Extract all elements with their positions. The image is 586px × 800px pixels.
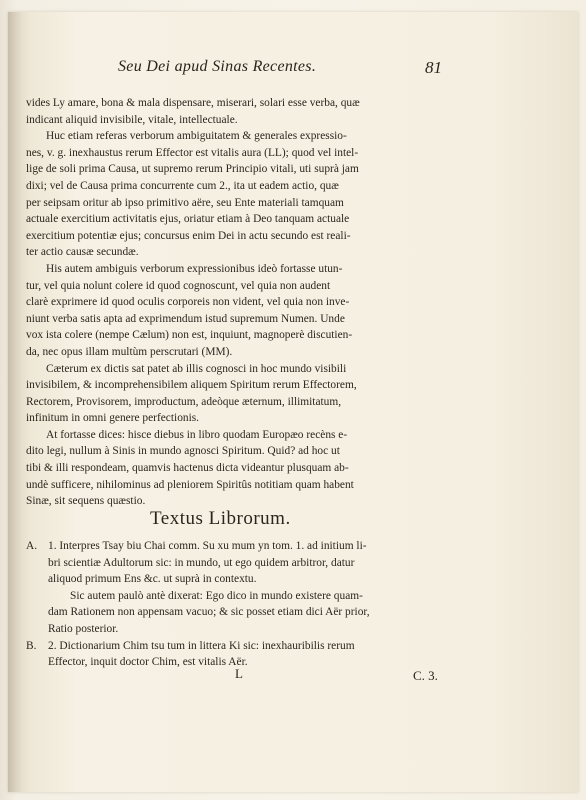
source-text: Ratio posterior. xyxy=(48,622,119,635)
text-line: niunt verba satis apta ad exprimendum istud supremum Numen. Unde xyxy=(26,312,345,325)
text-line: Rectorem, Provisorem, improductum, adeòque æternum, illimitatum, xyxy=(26,395,342,408)
source-text: 2. Dictionarium Chim tsu tum in littera Ki sic: inexhauribilis rerum xyxy=(48,639,355,652)
text-line: invisibilem, & incomprehensibilem aliquem Spiritum rerum Effectorem, xyxy=(26,379,357,392)
text-line: tur, vel quia nolunt colere id quod cognoscunt, vel quia non audent xyxy=(26,279,331,292)
section-title: Textus Librorum. xyxy=(150,508,291,529)
text-line: vides Ly amare, bona & mala dispensare, miserari, solari esse verba, quæ xyxy=(26,97,360,109)
source-text: Sic autem paulò antè dixerat: Ego dico in mundo existere quam- xyxy=(70,589,363,602)
text-line: infinitum in omni genere perfectionis. xyxy=(26,412,200,425)
text-line: da, nec opus illam multùm perscrutari (MM). xyxy=(26,345,233,358)
text-line: nes, v. g. inexhaustus rerum Effector est vitalis aura (LL); quod vel intel- xyxy=(26,146,359,159)
source-marker: A. xyxy=(26,540,38,552)
source-text: 1. Interpres Tsay biu Chai comm. Su xu mum yn tom. 1. ad initium li- xyxy=(48,540,367,552)
text-line: His autem ambiguis verborum expressionibus ideò fortasse utun- xyxy=(46,262,343,275)
text-line: ter actio causæ secundæ. xyxy=(26,246,139,259)
source-line xyxy=(26,555,456,572)
source-line xyxy=(26,638,456,655)
body-text xyxy=(26,95,456,510)
running-head: Seu Dei apud Sinas Recentes. xyxy=(118,58,317,75)
text-line: vox ista colere (nempe Cælum) non est, inquiunt, magnoperè discutien- xyxy=(26,329,353,342)
text-line: actuale exercitium activitatis ejus, oriatur etiam à Deo tanquam actuale xyxy=(26,213,350,226)
text-line: tibi & illi respondeam, quamvis hactenus dicta videantur plusquam ab- xyxy=(26,462,349,475)
text-line: dixi; vel de Causa prima concurrente cum 2., ita ut eadem actio, quæ xyxy=(26,179,339,192)
text-line: Sinæ, sit sequens quæstio. xyxy=(26,495,146,508)
source-text: aliquod primum Ens &c. ut suprà in contextu. xyxy=(48,573,257,586)
source-line xyxy=(26,621,456,638)
source-text: Effector, inquit doctor Chim, est vitalis Aër. xyxy=(48,656,248,669)
text-line: per seipsam oritur ab ipso primitivo aëre, seu Ente materiali tamquam xyxy=(26,196,344,209)
text-line: undè sufficere, nihilominus ad pleniorem Spiritûs notitiam quam habent xyxy=(26,478,354,491)
text-line: exercitium potentiæ ejus; concursus enim Dei in actu secundo est reali- xyxy=(26,229,351,242)
text-line: lige de soli prima Causa, ut supremo rerum Principio vitali, uti suprà jam xyxy=(26,163,359,176)
page-gutter xyxy=(8,12,22,792)
source-line xyxy=(26,588,456,605)
source-line xyxy=(26,538,456,555)
text-line: Cæterum ex dictis sat patet ab illis cognosci in hoc mundo visibili xyxy=(46,362,347,375)
text-line: indicant aliquid invisibile, vitale, intellectuale. xyxy=(26,113,238,126)
source-marker: B. xyxy=(26,639,37,652)
text-line: clarè exprimere id quod oculis corporeis non vident, vel quia non inve- xyxy=(26,296,350,309)
source-text: bri scientiæ Adultorum sic: in mundo, ut ego quidem arbitror, datur xyxy=(48,556,355,569)
source-text: dam Rationem non appensam vacuo; & sic posset etiam dici Aër prior, xyxy=(48,606,370,619)
text-line: At fortasse dices: hisce diebus in libro quodam Europæo recèns e- xyxy=(46,428,348,441)
text-line: Huc etiam referas verborum ambiguitatem & generales expressio- xyxy=(46,130,347,143)
text-line: dito legi, nullum à Sinis in mundo agnosci Spiritum. Quid? ad hoc ut xyxy=(26,445,340,458)
source-line xyxy=(26,571,456,588)
signature-mark: L xyxy=(235,666,243,681)
page-number: 81 xyxy=(425,58,442,77)
source-line xyxy=(26,604,456,621)
sources-list xyxy=(26,538,456,671)
catchword: C. 3. xyxy=(413,668,438,683)
